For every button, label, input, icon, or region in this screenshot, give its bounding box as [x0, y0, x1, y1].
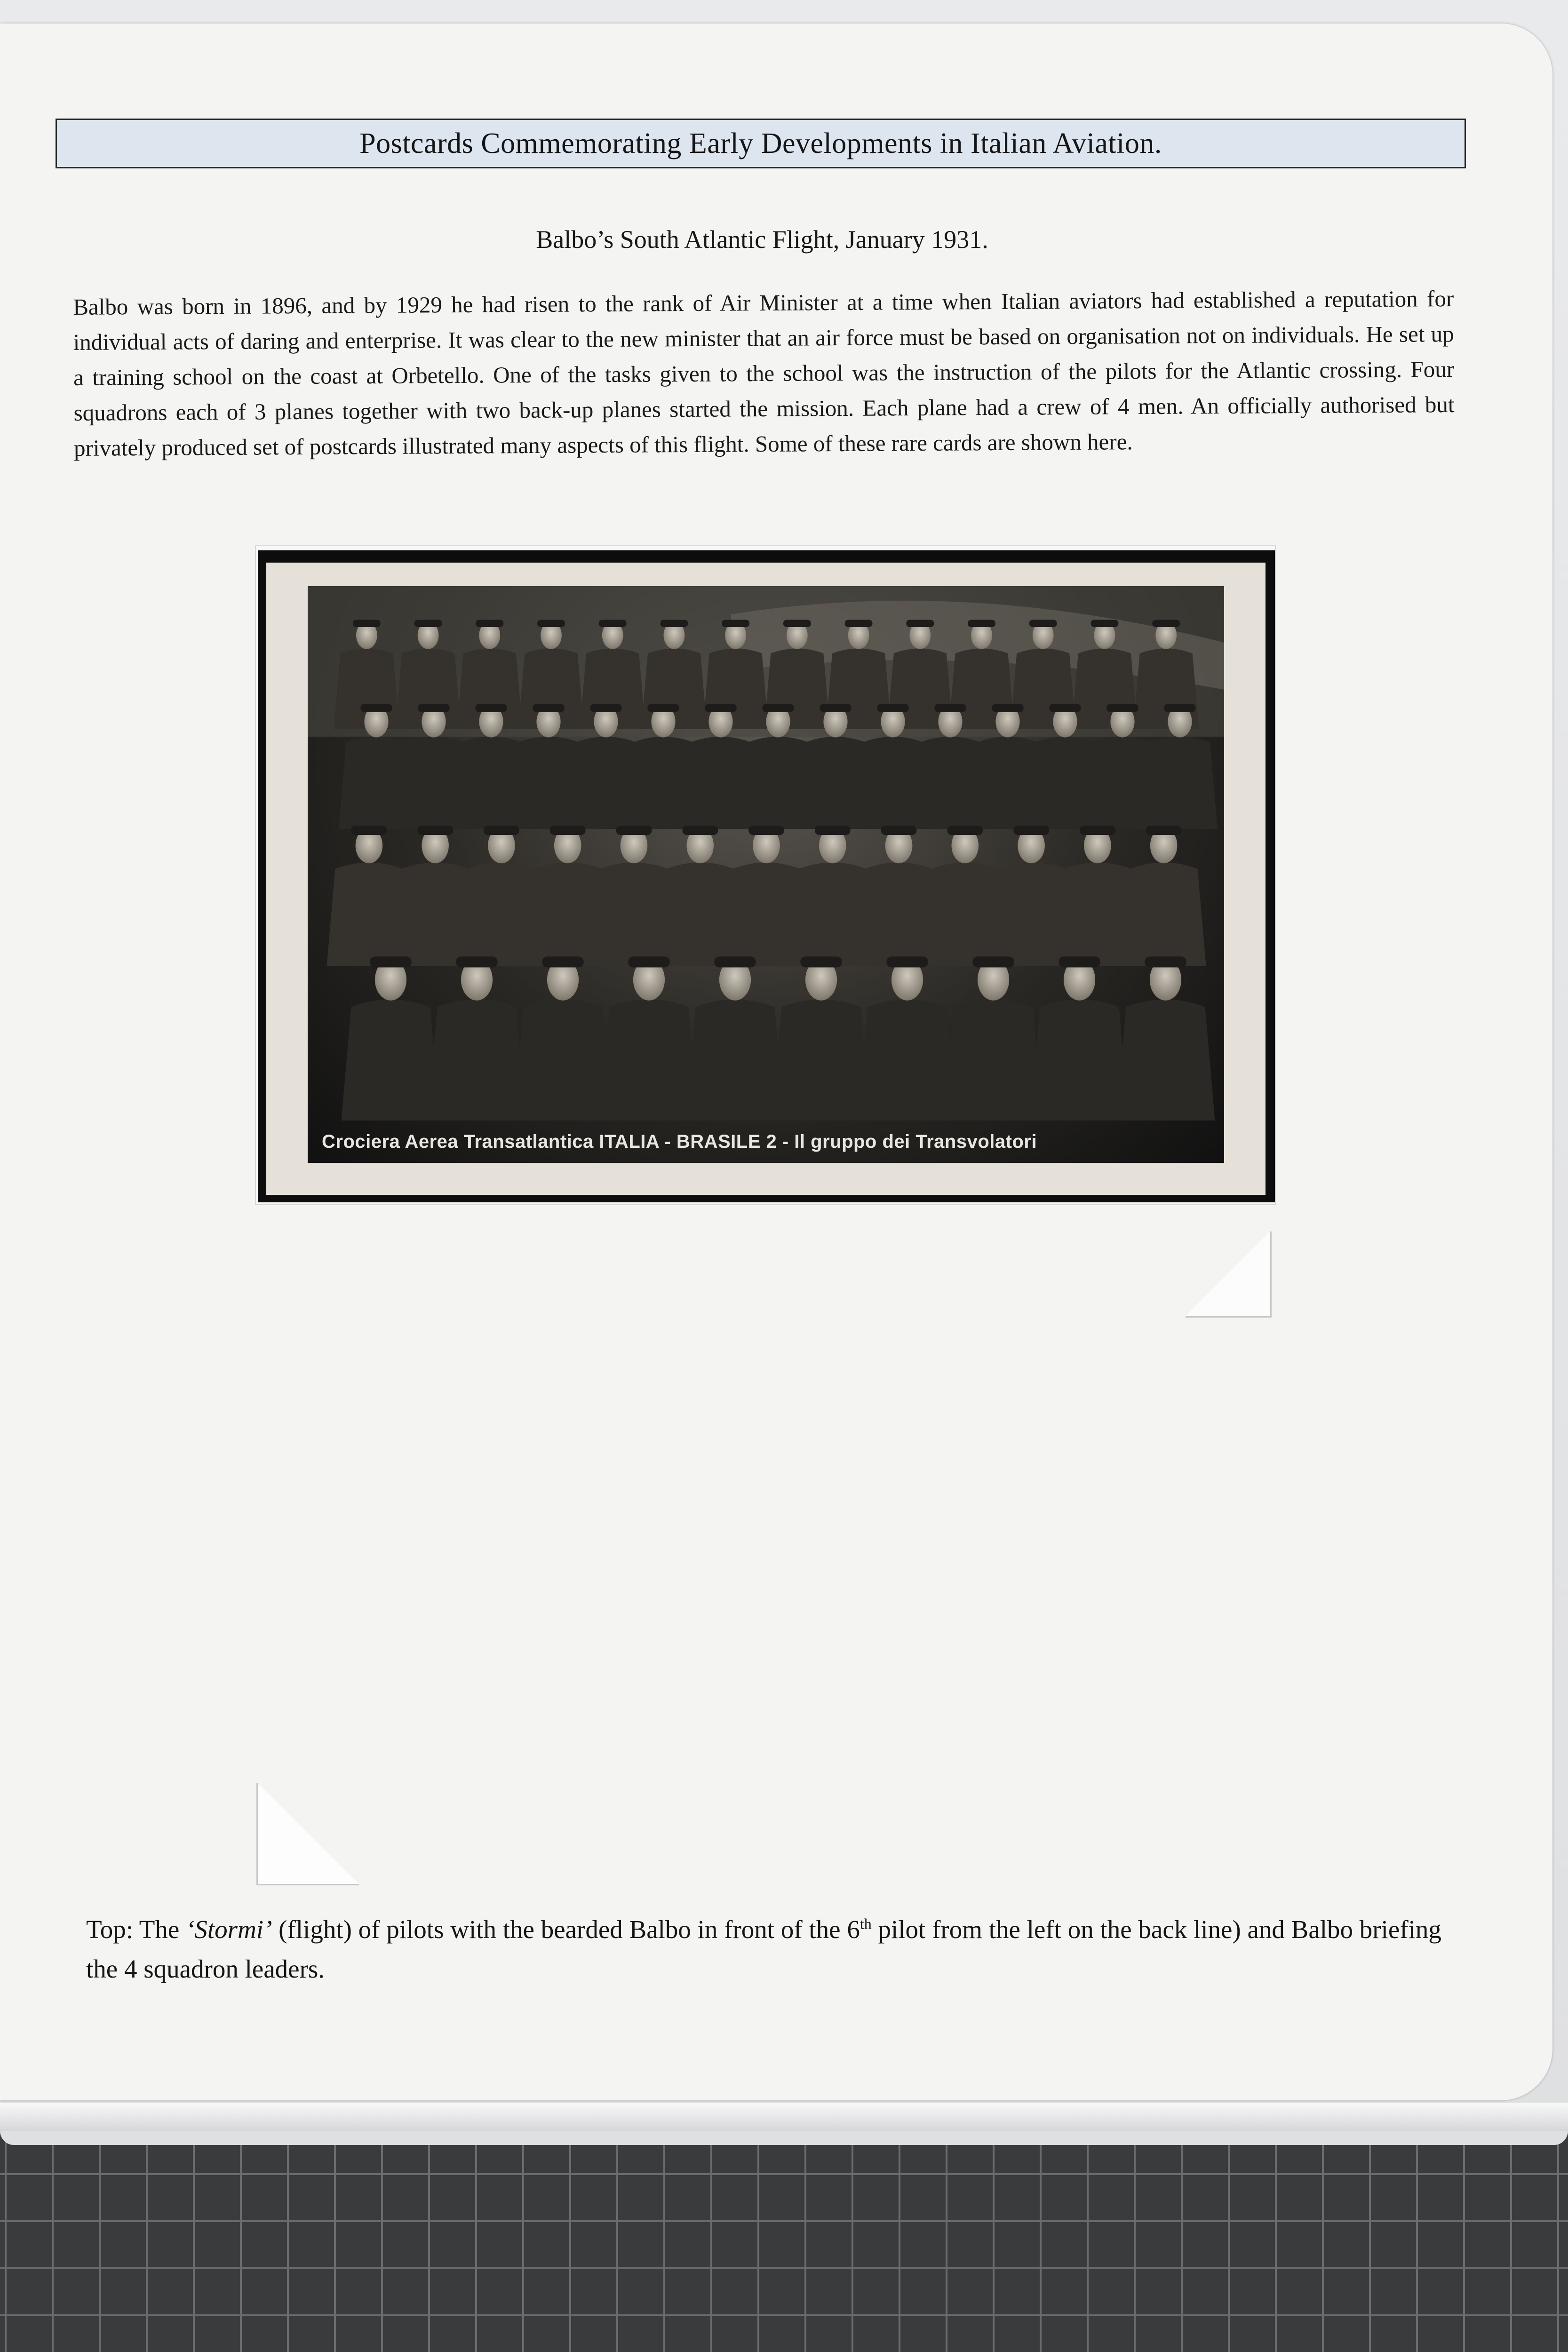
figure-cap [647, 704, 679, 712]
photo-corner-right [1186, 1232, 1272, 1318]
figure-cap [360, 704, 392, 712]
figure-body [600, 1000, 699, 1120]
group-photo-illustration [308, 586, 1224, 1163]
section-subtitle: Balbo’s South Atlantic Flight, January 1931. [536, 225, 988, 254]
photo-corner-left [256, 1783, 359, 1885]
figure-cap [1145, 956, 1186, 967]
page-header [56, 119, 1466, 168]
figure-cap [661, 620, 688, 627]
figure-cap [783, 620, 811, 627]
intro-paragraph: Balbo was born in 1896, and by 1929 he had risen to the rank of Air Minister at a time when Italian aviators had established a reputation for individual acts of daring and enterprise. It was clear to the new minister that an air force must be based on organisation not on individuals. He set up a training school on the coast at Orbetello. One of the tasks given to the school was the instruction of the pilots for the Atlantic crossing. Four squadrons each of 3 planes together with two back-up planes started the mission. Each plane had a crew of 4 men. An officially authorised but privately produced set of postcards illustrated many aspects of this flight. Some of these rare cards are shown here. [73, 286, 1455, 461]
figure-cap [476, 620, 503, 627]
figure-cap [550, 826, 586, 835]
caption-part-2: (flight) of pilots with the bearded Balbo in front of the 6 [272, 1915, 860, 1944]
figure-cap [820, 704, 851, 712]
figure-cap [599, 620, 627, 627]
postcard-photo [308, 586, 1224, 1163]
figure-cap [1164, 704, 1195, 712]
figure-cap [417, 826, 453, 835]
figure-cap [934, 704, 966, 712]
figure-cap [972, 956, 1014, 967]
figure-cap [992, 704, 1023, 712]
figure-cap [968, 620, 995, 627]
figure-cap [1106, 704, 1138, 712]
figure-cap [947, 826, 983, 835]
page-title: Postcards Commemorating Early Developments in Italian Aviation. [359, 127, 1162, 159]
figure-cap [1059, 956, 1100, 967]
figure-cap [418, 704, 449, 712]
figure-cap [714, 956, 756, 967]
figure-cap [1146, 826, 1182, 835]
figure-cap [1049, 704, 1081, 712]
figure-body [428, 1000, 526, 1120]
figure-cap [475, 704, 507, 712]
figure-cap [845, 620, 873, 627]
figure-cap [877, 704, 908, 712]
figure-cap [1029, 620, 1057, 627]
figure-body [858, 1000, 957, 1120]
figure-body [1142, 737, 1218, 829]
figure-cap [886, 956, 928, 967]
figure-cap [628, 956, 669, 967]
figure-cap [351, 826, 387, 835]
sleeve-edge [0, 2103, 1568, 2131]
figure-cap [456, 956, 497, 967]
figure-body [1116, 1000, 1215, 1120]
figure-cap [616, 826, 652, 835]
figure-cap [1013, 826, 1049, 835]
photo-caption-text [86, 1910, 1465, 1989]
caption-part-1: Top: The [86, 1915, 186, 1944]
figure-body [944, 1000, 1043, 1120]
figure-cap [722, 620, 749, 627]
figure-cap [1080, 826, 1115, 835]
figure-cap [800, 956, 842, 967]
figure-cap [353, 620, 381, 627]
postcard-caption: Crociera Aerea Transatlantica ITALIA - BRASILE 2 - Il gruppo dei Transvolatori [322, 1131, 1037, 1152]
figure-cap [537, 620, 565, 627]
caption-superscript: th [860, 1915, 872, 1932]
figure-body [686, 1000, 785, 1120]
figure-body [772, 1000, 871, 1120]
figure-body [342, 1000, 440, 1120]
figure-body [1030, 1000, 1129, 1120]
figure-cap [906, 620, 934, 627]
figure-cap [590, 704, 621, 712]
figure-cap [682, 826, 718, 835]
figure-body [1122, 863, 1206, 967]
figure-cap [484, 826, 519, 835]
figure-cap [1152, 620, 1180, 627]
figure-cap [542, 956, 583, 967]
figure-body [514, 1000, 613, 1120]
figure-cap [414, 620, 442, 627]
figure-cap [881, 826, 917, 835]
figure-cap [815, 826, 851, 835]
figure-cap [1091, 620, 1119, 627]
figure-cap [748, 826, 784, 835]
figure-cap [705, 704, 736, 712]
figure-cap [370, 956, 411, 967]
figure-cap [533, 704, 564, 712]
caption-stormi: ‘Stormi’ [186, 1915, 272, 1944]
caption-part-3: pilot from the left on the back line) and Balbo briefing the 4 squadron leaders. [86, 1915, 1441, 1983]
figure-cap [762, 704, 794, 712]
